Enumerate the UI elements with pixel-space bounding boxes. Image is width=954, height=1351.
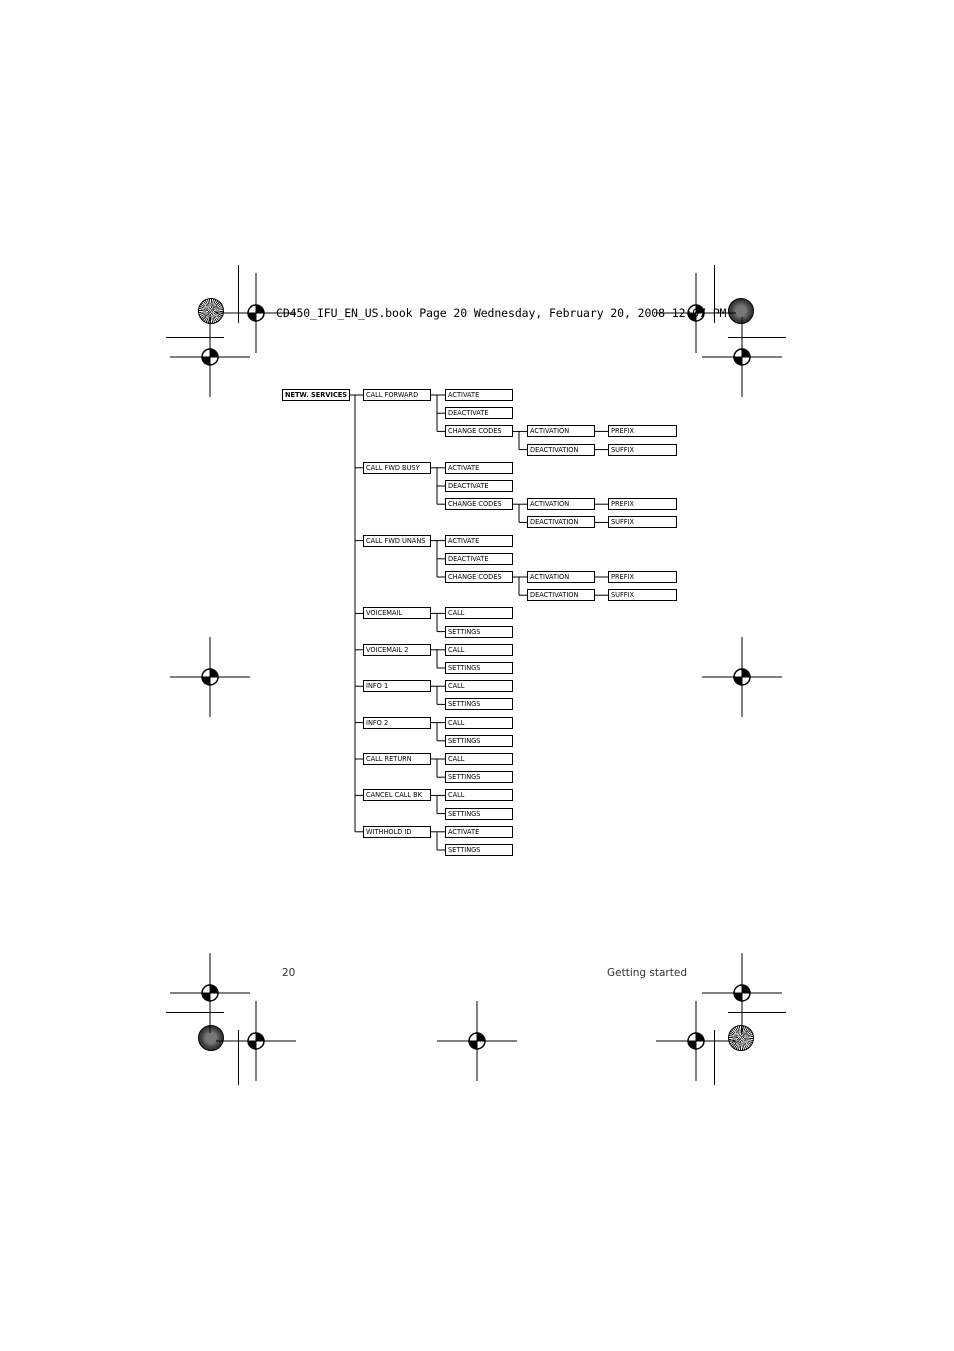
menu-item-level-3: DEACTIVATION (527, 516, 595, 528)
menu-item-level-2: CALL (445, 607, 513, 619)
menu-item-level-1: INFO 1 (363, 680, 431, 692)
section-title: Getting started (607, 967, 687, 979)
menu-item-level-1: VOICEMAIL (363, 607, 431, 619)
menu-item-level-1: WITHHOLD ID (363, 826, 431, 838)
menu-item-level-2: SETTINGS (445, 662, 513, 674)
menu-item-level-2: ACTIVATE (445, 826, 513, 838)
menu-item-level-3: DEACTIVATION (527, 589, 595, 601)
menu-item-level-1: INFO 2 (363, 717, 431, 729)
menu-item-level-1: CALL RETURN (363, 753, 431, 765)
menu-item-level-1: CALL FWD UNANS (363, 535, 431, 547)
page-number: 20 (282, 967, 296, 979)
menu-item-level-2: CHANGE CODES (445, 498, 513, 510)
menu-item-level-2: ACTIVATE (445, 462, 513, 474)
menu-item-level-2: CALL (445, 753, 513, 765)
menu-item-level-4: SUFFIX (608, 516, 677, 528)
menu-item-level-3: ACTIVATION (527, 425, 595, 437)
menu-item-level-1: VOICEMAIL 2 (363, 644, 431, 656)
menu-root-item: NETW. SERVICES (282, 389, 350, 401)
menu-item-level-2: DEACTIVATE (445, 480, 513, 492)
menu-item-level-1: CANCEL CALL BK (363, 789, 431, 801)
menu-item-level-1: CALL FORWARD (363, 389, 431, 401)
menu-item-level-2: DEACTIVATE (445, 553, 513, 565)
menu-item-level-2: SETTINGS (445, 808, 513, 820)
menu-item-level-2: CALL (445, 680, 513, 692)
menu-item-level-2: ACTIVATE (445, 535, 513, 547)
menu-item-level-4: PREFIX (608, 571, 677, 583)
menu-item-level-2: SETTINGS (445, 844, 513, 856)
menu-item-level-2: CHANGE CODES (445, 571, 513, 583)
menu-item-level-2: SETTINGS (445, 626, 513, 638)
menu-item-level-2: DEACTIVATE (445, 407, 513, 419)
menu-item-level-3: ACTIVATION (527, 571, 595, 583)
menu-item-level-2: SETTINGS (445, 698, 513, 710)
menu-item-level-4: SUFFIX (608, 444, 677, 456)
menu-item-level-4: SUFFIX (608, 589, 677, 601)
menu-item-level-3: ACTIVATION (527, 498, 595, 510)
menu-item-level-2: ACTIVATE (445, 389, 513, 401)
menu-item-level-4: PREFIX (608, 425, 677, 437)
menu-item-level-2: CALL (445, 644, 513, 656)
menu-item-level-3: DEACTIVATION (527, 444, 595, 456)
menu-item-level-2: SETTINGS (445, 735, 513, 747)
file-header-line: CD450_IFU_EN_US.book Page 20 Wednesday, February 20, 2008 12:07 PM (276, 306, 727, 320)
menu-item-level-2: CHANGE CODES (445, 425, 513, 437)
menu-item-level-1: CALL FWD BUSY (363, 462, 431, 474)
menu-item-level-2: SETTINGS (445, 771, 513, 783)
menu-item-level-2: CALL (445, 717, 513, 729)
menu-item-level-2: CALL (445, 789, 513, 801)
menu-item-level-4: PREFIX (608, 498, 677, 510)
